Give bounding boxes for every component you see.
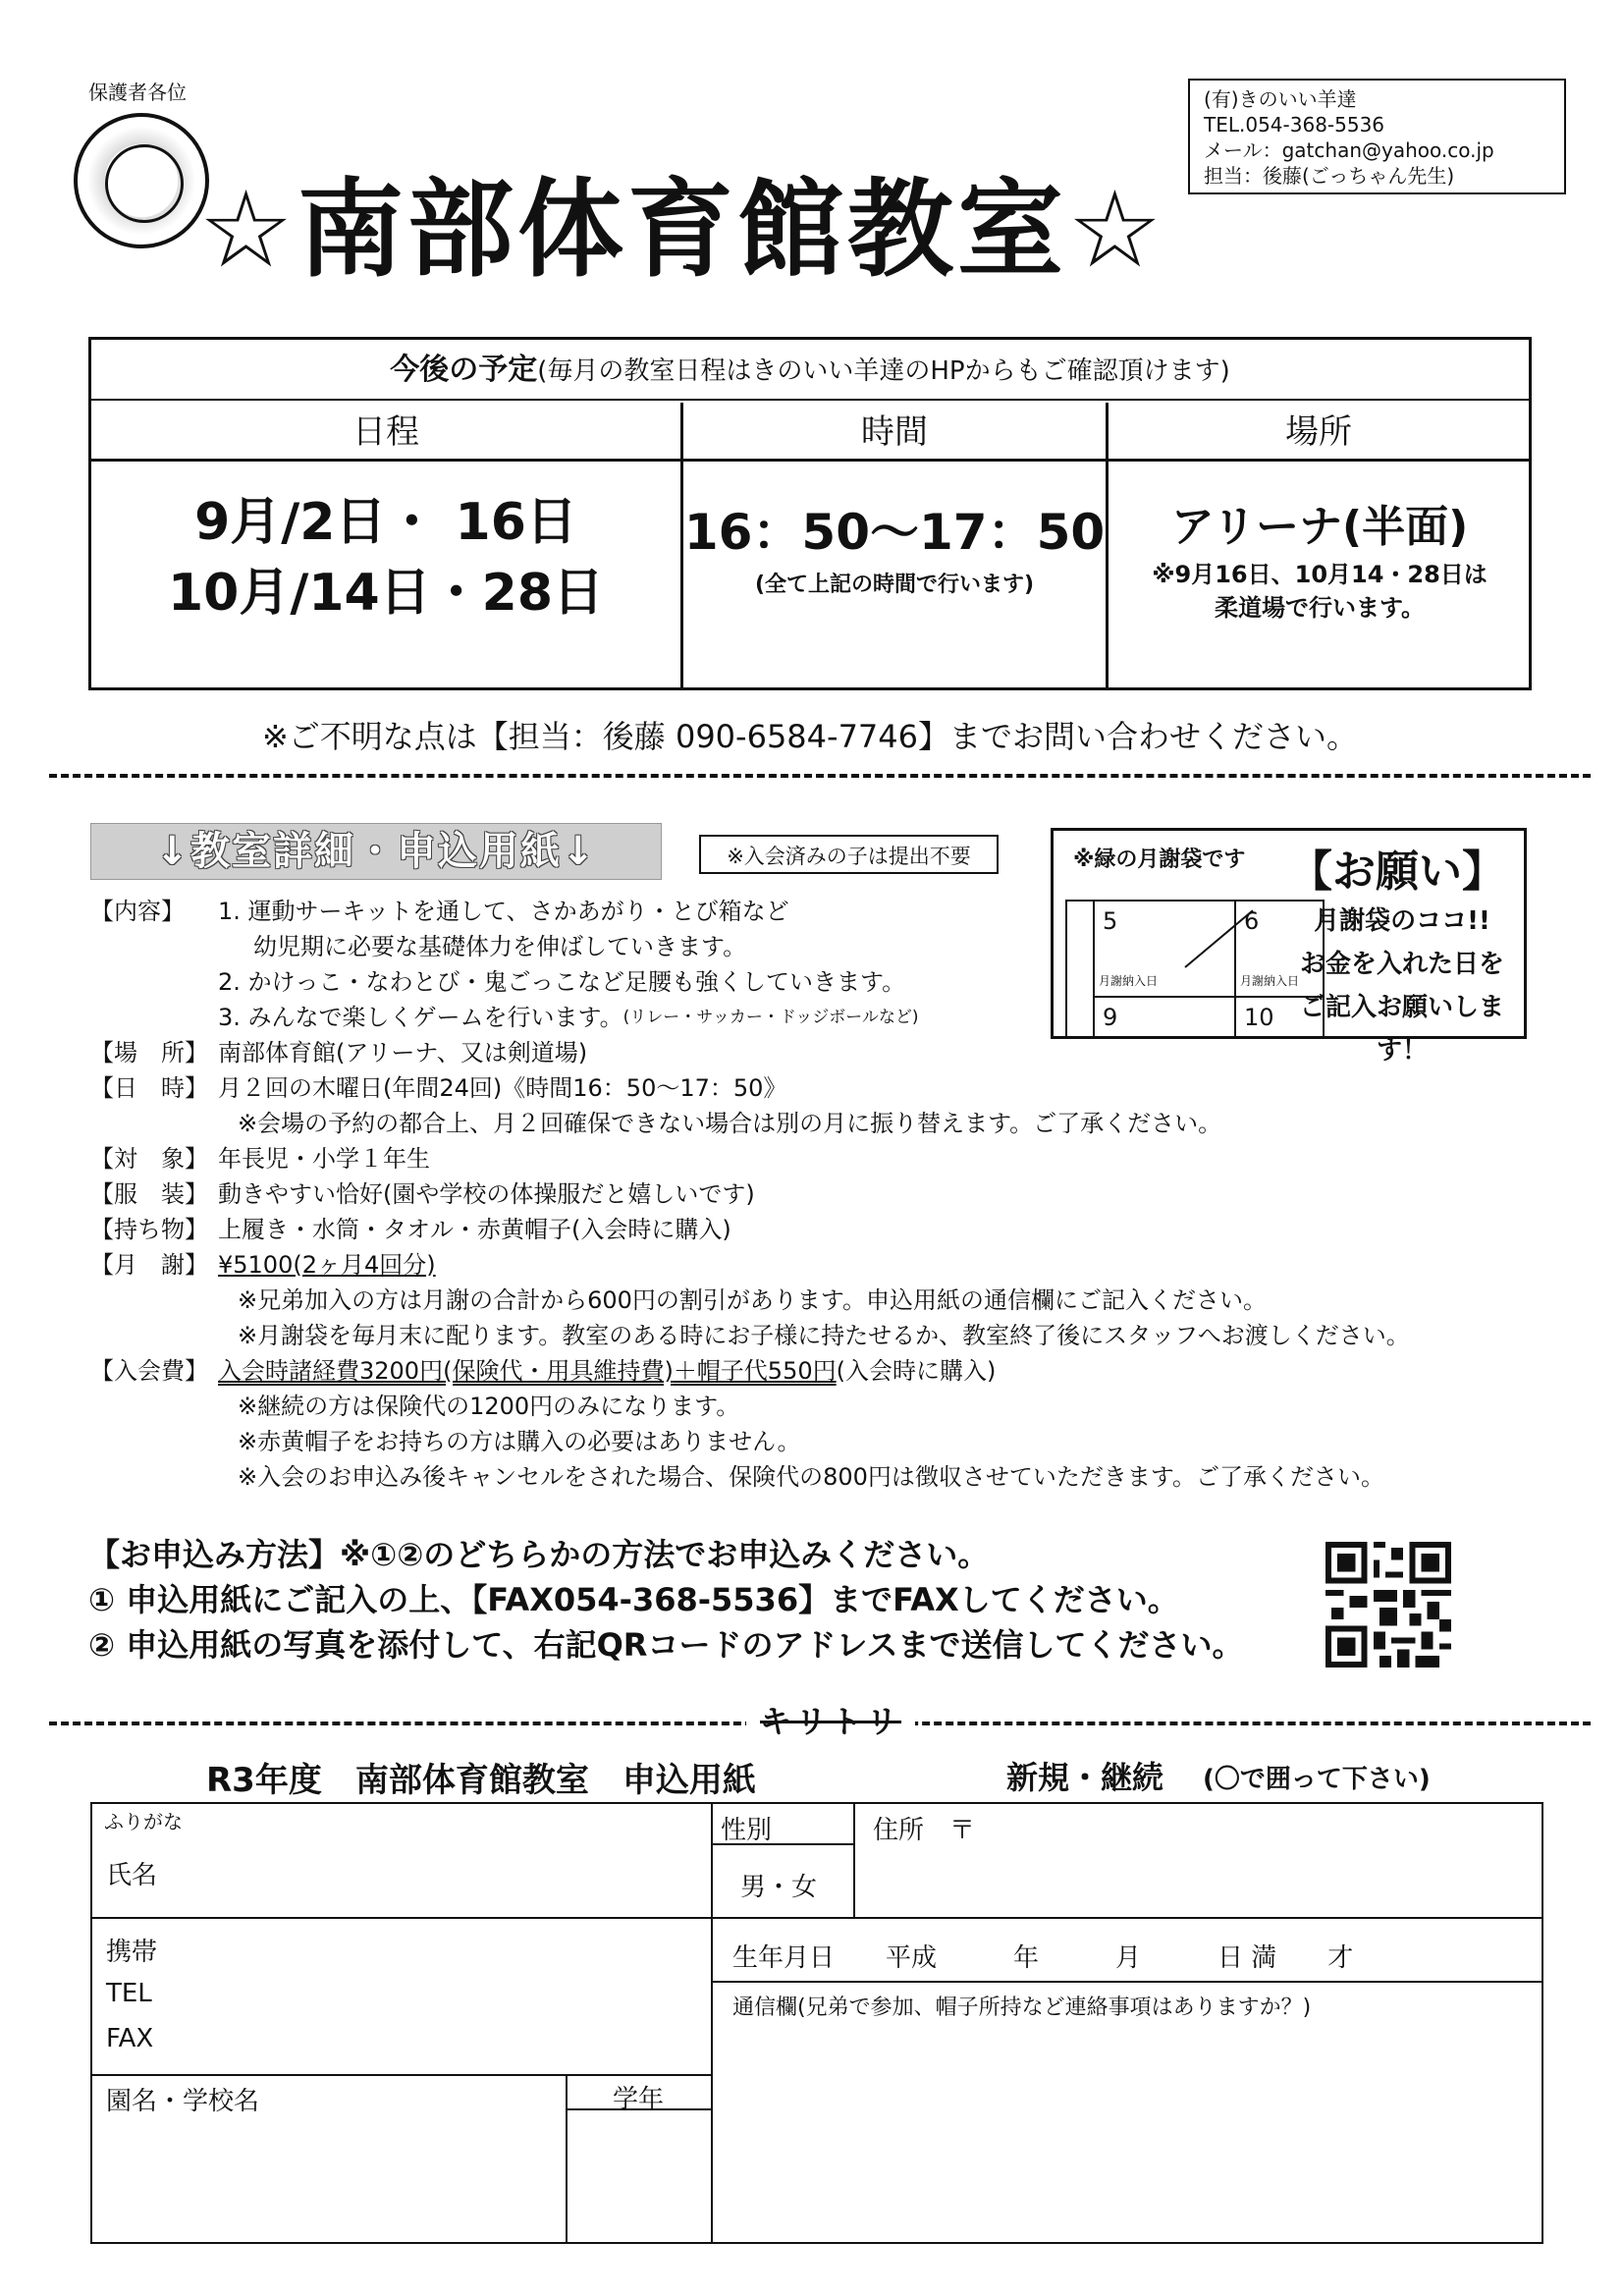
target-value: 年長児・小学１年生 — [218, 1145, 430, 1173]
schedule-place-value: アリーナ(半面) — [1170, 502, 1469, 552]
date-value: 月２回の木曜日(年間24回)《時間16：50〜17：50》 — [218, 1074, 787, 1102]
entry-note-3: ※入会のお申込み後キャンセルをされた場合、保険代の800円は徴収させていただきます。ご了承ください。 — [238, 1463, 1384, 1491]
schedule-heading-note: (毎月の教室日程はきのいい羊達のHPからもご確認頂けます) — [537, 356, 1230, 386]
entry-label: 【入会費】 — [90, 1357, 208, 1385]
date-label: 【日 時】 — [90, 1074, 208, 1102]
contact-company: (有)きのいい羊達 — [1204, 87, 1357, 111]
schedule-time-note: (全て上記の時間で行います) — [754, 573, 1035, 597]
schedule-place-note-1: ※9月16日、10月14・28日は — [1152, 561, 1488, 588]
fee-value: ¥5100(2ヶ月4回分) — [218, 1251, 436, 1279]
schedule-time — [683, 497, 1106, 598]
recipient-text: 保護者各位 — [88, 81, 187, 104]
envelope-title: 【お願い】 — [1289, 847, 1505, 897]
details-list — [90, 894, 1534, 1495]
method-title: 【お申込み方法】※①②のどちらかの方法でお申込みください。 — [88, 1536, 990, 1573]
place-label: 【場 所】 — [90, 1039, 208, 1066]
form-type: 新規・継続 — [1006, 1759, 1164, 1796]
clothes-label: 【服 装】 — [90, 1180, 208, 1208]
grade-field[interactable]: 学年 — [613, 2085, 665, 2114]
content-item-3-note: (リレー・サッカー・ドッジボールなど) — [622, 1008, 919, 1027]
furigana-label: ふりがな — [104, 1810, 183, 1833]
envelope-cell-6: 6 — [1244, 907, 1260, 935]
entry-note-1: ※継続の方は保険代の1200円のみになります。 — [238, 1393, 740, 1420]
contact-box — [1188, 79, 1566, 194]
clothes-value: 動きやすい恰好(園や学校の体操服だと嬉しいです) — [218, 1180, 755, 1208]
divider — [49, 774, 1591, 778]
schedule-dates — [91, 487, 680, 629]
items-label: 【持ち物】 — [90, 1216, 208, 1243]
schedule-heading-bold: 今後の予定 — [390, 353, 538, 387]
envelope-field-label-b: 月謝納入日 — [1240, 974, 1300, 988]
form-title-text: R3年度 南部体育館教室 申込用紙 — [206, 1761, 756, 1800]
mobile-label: 携帯 — [106, 1938, 158, 1967]
content-label: 【内容】 — [90, 898, 185, 925]
schedule-time-value: 16：50〜17：50 — [683, 504, 1106, 561]
school-field[interactable]: 園名・学校名 — [106, 2087, 260, 2116]
qr-code-icon[interactable] — [1325, 1542, 1451, 1667]
inquiry-text: ※ご不明な点は【担当：後藤 090-6584-7746】までお問い合わせください。 — [261, 718, 1359, 755]
schedule-heading — [91, 340, 1529, 401]
tel-field[interactable]: TEL — [106, 1979, 152, 2008]
envelope-cell-5: 5 — [1103, 907, 1118, 935]
contact-tel: TEL.054-368-5536 — [1204, 113, 1385, 137]
column-header-time: 時間 — [683, 403, 1106, 462]
application-method — [88, 1532, 1316, 1667]
name-field[interactable]: 氏名 — [106, 1861, 158, 1890]
application-form — [90, 1802, 1543, 2244]
entry-hat-cost: ＋帽子代550円 — [673, 1357, 837, 1385]
content-item-2: 2. かけっこ・なわとび・鬼ごっこなど足腰も強くしていきます。 — [218, 968, 906, 996]
entry-cost: 入会時諸経費3200円 — [218, 1357, 444, 1385]
content-item-1: 1. 運動サーキットを通して、さかあがり・とび箱など — [218, 898, 789, 925]
cut-label: キリトリ — [746, 1697, 915, 1742]
content-item-1b: 幼児期に必要な基礎体力を伸ばしていきます。 — [253, 933, 747, 960]
envelope-request-1: 月謝袋のココ!! — [1314, 906, 1490, 936]
schedule-date-2: 10月/14日・28日 — [167, 564, 605, 623]
column-header-place: 場所 — [1109, 403, 1529, 462]
entry-hat-note: (入会時に購入) — [836, 1357, 997, 1385]
address-field[interactable]: 住所 〒 — [873, 1816, 976, 1845]
birthdate-field[interactable]: 生年月日 平成 年 月 日 満 才 — [732, 1943, 1354, 1973]
fax-field[interactable]: FAX — [106, 2024, 154, 2053]
envelope-cell-9: 9 — [1103, 1004, 1118, 1031]
schedule-date-1: 9月/2日・ 16日 — [194, 493, 577, 552]
form-type-note: (〇で囲って下さい) — [1203, 1765, 1431, 1794]
envelope-cell-10: 10 — [1244, 1004, 1274, 1031]
schedule-place — [1109, 497, 1531, 625]
fee-label: 【月 謝】 — [90, 1251, 208, 1279]
date-note: ※会場の予約の都合上、月２回確保できない場合は別の月に振り替えます。ご了承ください。 — [238, 1110, 1222, 1137]
fee-note-1: ※兄弟加入の方は月謝の合計から600円の割引があります。申込用紙の通信欄にご記入ください。 — [238, 1286, 1267, 1314]
gender-label: 性別 — [721, 1816, 773, 1845]
schedule-table — [88, 337, 1532, 690]
items-value: 上履き・水筒・タオル・赤黄帽子(入会時に購入) — [218, 1216, 731, 1243]
communication-field[interactable]: 通信欄(兄弟で参加、帽子所持など連絡事項はありますか？) — [732, 1995, 1312, 2020]
envelope-label: ※緑の月謝袋です — [1073, 847, 1246, 872]
entry-cost-detail: (保険代・用具維持費) — [443, 1357, 674, 1385]
fee-note-2: ※月謝袋を毎月末に配ります。教室のある時にお子様に持たせるか、教室終了後にスタッフへお渡しください。 — [238, 1322, 1410, 1349]
details-banner: ↓教室詳細・申込用紙↓ — [90, 823, 662, 880]
method-step-1: ① 申込用紙にご記入の上、【FAX054-368-5536】までFAXしてください。 — [88, 1581, 1179, 1618]
submission-note: ※入会済みの子は提出不要 — [699, 835, 999, 874]
page-title: ☆南部体育館教室☆ — [198, 169, 1166, 292]
schedule-place-note-2: 柔道場で行います。 — [1214, 594, 1426, 622]
envelope-request-3: ご記入お願いします！ — [1299, 993, 1504, 1066]
entry-note-2: ※赤黄帽子をお持ちの方は購入の必要はありません。 — [238, 1428, 801, 1455]
method-step-2: ② 申込用紙の写真を添付して、右記QRコードのアドレスまで送信してください。 — [88, 1626, 1244, 1664]
gender-options[interactable]: 男・女 — [740, 1873, 818, 1902]
target-label: 【対 象】 — [90, 1145, 208, 1173]
column-header-date: 日程 — [91, 403, 680, 462]
contact-person: 担当：後藤(ごっちゃん先生) — [1204, 164, 1455, 188]
envelope-field-label-a: 月謝納入日 — [1099, 974, 1159, 988]
content-item-3: 3. みんなで楽しくゲームを行います。 — [218, 1004, 623, 1031]
contact-mail: メール：gatchan@yahoo.co.jp — [1204, 138, 1494, 162]
envelope-request-2: お金を入れた日を — [1299, 950, 1504, 979]
place-value: 南部体育館(アリーナ、又は剣道場) — [218, 1039, 588, 1066]
